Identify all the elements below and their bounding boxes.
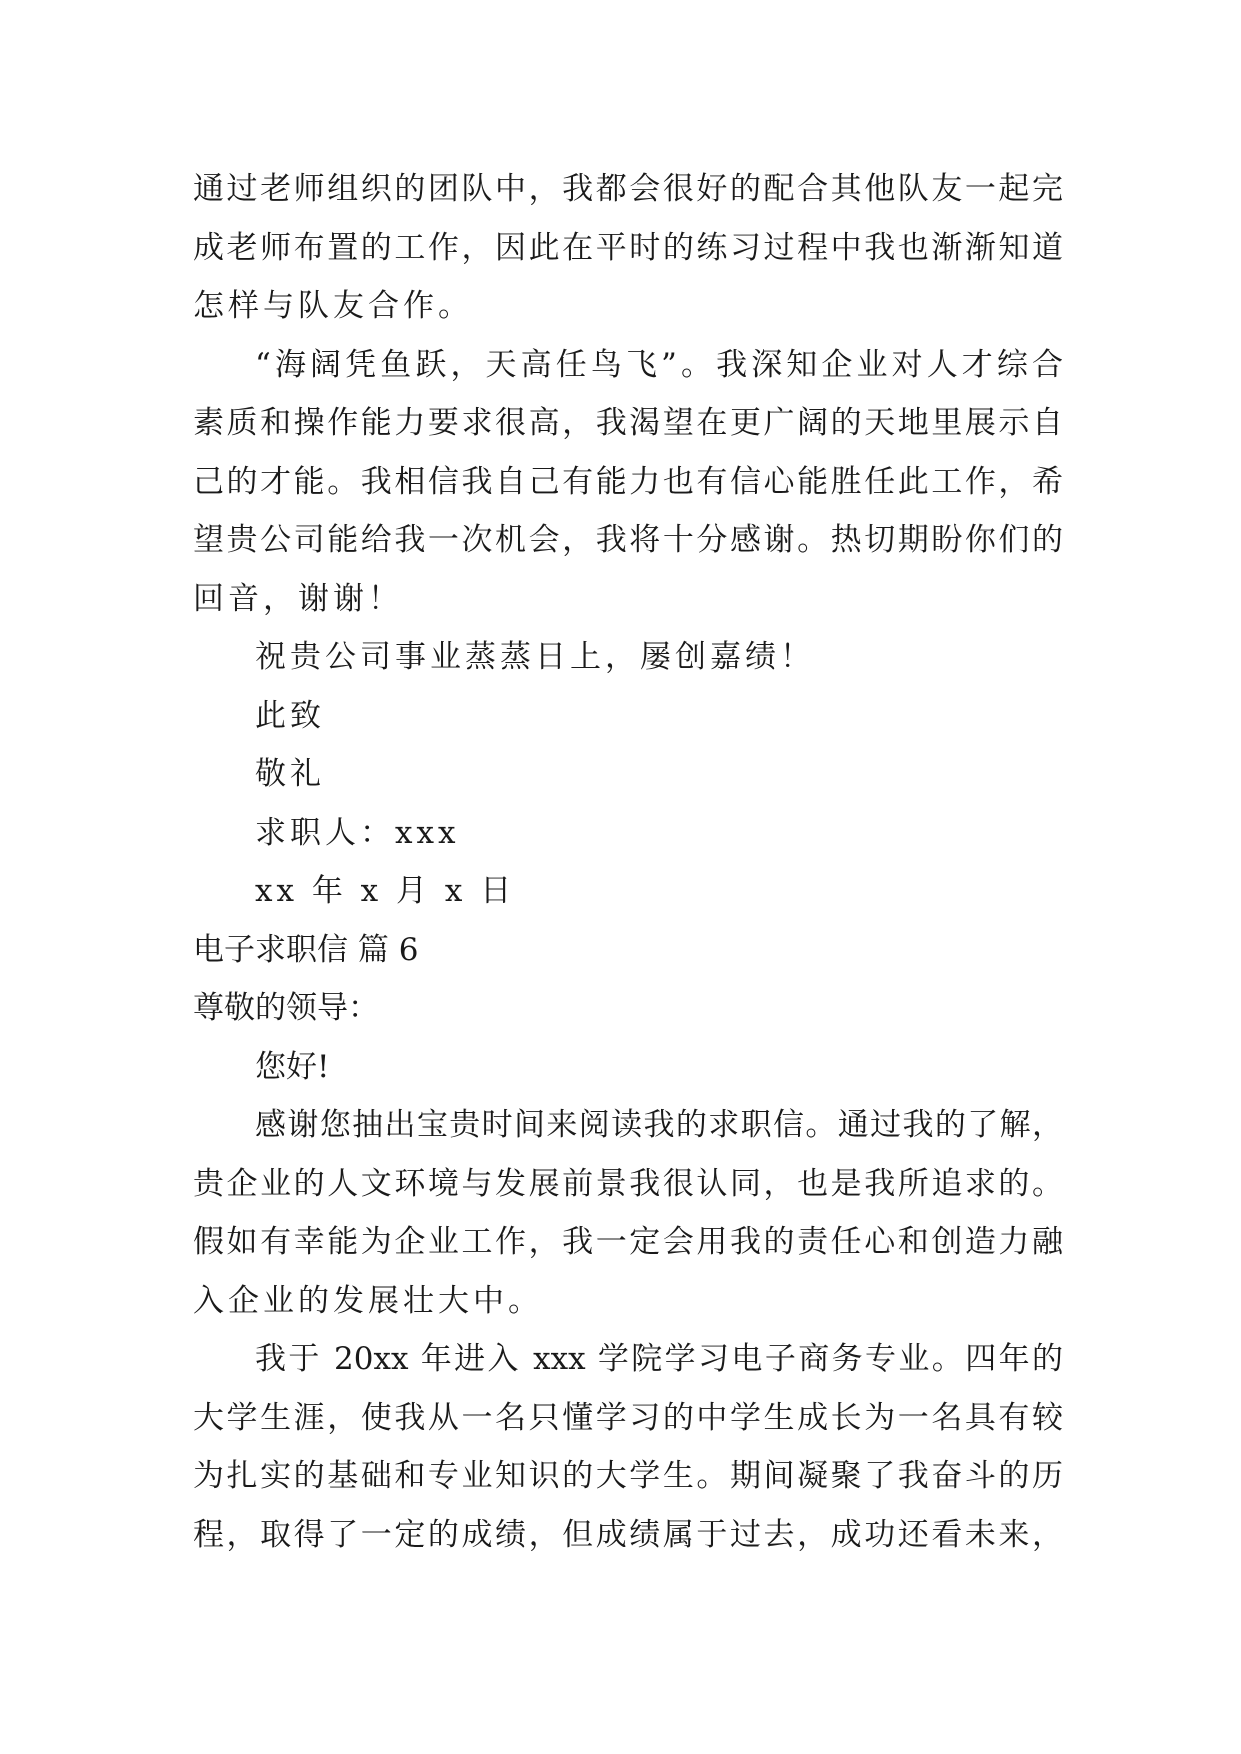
paragraph-line: 为扎实的基础和专业知识的大学生。期间凝聚了我奋斗的历	[193, 1458, 1063, 1494]
paragraph-line: 入企业的发展壮大中。	[193, 1282, 543, 1319]
letter-greeting: 您好!	[255, 1048, 330, 1085]
paragraph-line: 大学生涯，使我从一名只懂学习的中学生成长为一名具有较	[193, 1399, 1063, 1436]
document-body	[193, 160, 1063, 1564]
paragraph-line: 感谢您抽出宝贵时间来阅读我的求职信。通过我的了解，	[255, 1107, 1063, 1143]
paragraph-line: 贵企业的人文环境与发展前景我很认同，也是我所追求的。	[193, 1165, 1063, 1202]
closing-salutation: 此致	[255, 697, 325, 734]
paragraph-line: 成老师布置的工作，因此在平时的练习过程中我也渐渐知道	[193, 229, 1063, 266]
paragraph-line: 怎样与队友合作。	[193, 288, 473, 324]
signature-applicant: 求职人：xxx	[255, 814, 460, 851]
signature-date: xx 年 x 月 x 日	[255, 873, 516, 909]
letter-salutation: 尊敬的领导：	[193, 990, 379, 1026]
closing-wish: 祝贵公司事业蒸蒸日上，屡创嘉绩！	[255, 639, 815, 675]
paragraph-line: 素质和操作能力要求很高，我渴望在更广阔的天地里展示自	[193, 405, 1063, 441]
paragraph-line: 己的才能。我相信我自己有能力也有信心能胜任此工作，希	[193, 463, 1063, 500]
paragraph-line: 程，取得了一定的成绩，但成绩属于过去，成功还看未来，	[193, 1516, 1063, 1553]
paragraph-line: 望贵公司能给我一次机会，我将十分感谢。热切期盼你们的	[193, 522, 1063, 558]
paragraph-line: 通过老师组织的团队中，我都会很好的配合其他队友一起完	[193, 171, 1063, 207]
paragraph-line: 假如有幸能为企业工作，我一定会用我的责任心和创造力融	[193, 1224, 1063, 1260]
paragraph-line: 回音，谢谢！	[193, 580, 403, 617]
closing-regards: 敬礼	[255, 756, 325, 792]
section-heading: 电子求职信 篇 6	[193, 931, 419, 968]
paragraph-line: “海阔凭鱼跃，天高任鸟飞”。我深知企业对人才综合	[255, 346, 1063, 383]
paragraph-line: 我于 20xx 年进入 xxx 学院学习电子商务专业。四年的	[255, 1341, 1063, 1377]
